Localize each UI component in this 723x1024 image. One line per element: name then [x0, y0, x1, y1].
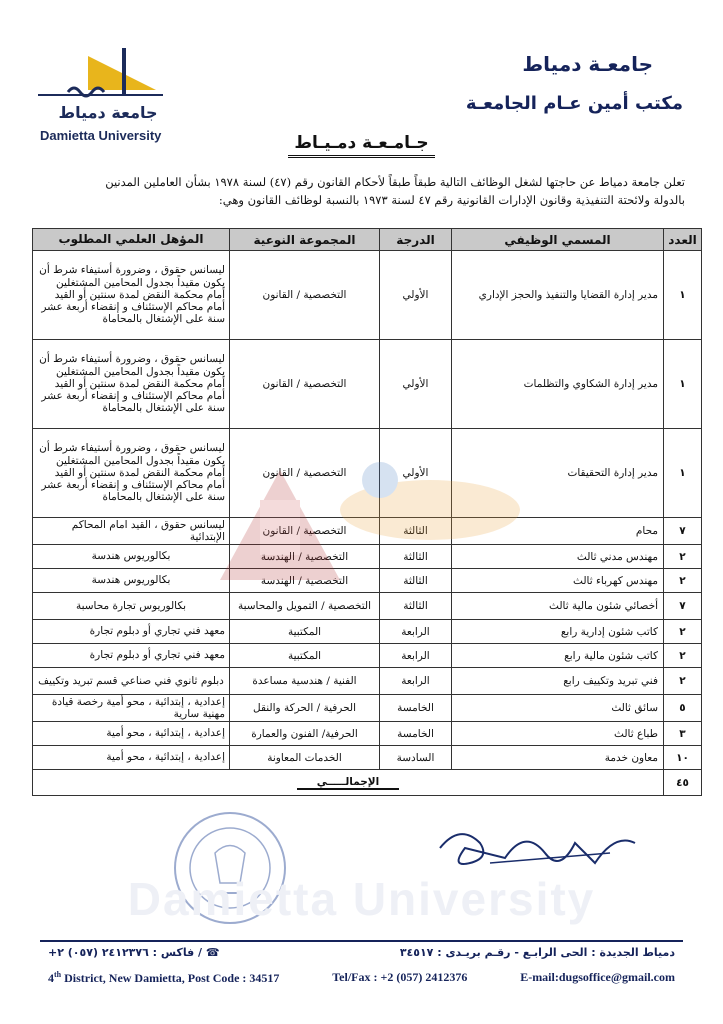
- row-count: ٢: [664, 620, 702, 644]
- table-row: [33, 340, 702, 429]
- table-row: [33, 545, 702, 569]
- row-grade: الثالثة: [380, 569, 452, 593]
- row-group: الخدمات المعاونة: [230, 746, 380, 770]
- logo-caption: Damietta University: [40, 128, 162, 143]
- row-job-title: محام: [452, 518, 664, 545]
- row-group: التخصصية / القانون: [230, 340, 380, 429]
- row-group: التخصصية / الهندسة: [230, 545, 380, 569]
- footer-tel-en: Tel/Fax : +2 (057) 2412376: [332, 970, 468, 984]
- table-row: [33, 746, 702, 770]
- row-job-title: مدير إدارة القضايا والتنفيذ والحجز الإداري: [452, 251, 664, 340]
- footer-fax-ar: ☎ / فاكس : ٢٤١٢٣٧٦ (٠٥٧) ٢+: [48, 946, 220, 959]
- row-grade: الرابعة: [380, 620, 452, 644]
- row-grade: الثالثة: [380, 545, 452, 569]
- row-count: ١: [664, 251, 702, 340]
- row-qualification: بكالوريوس هندسة: [33, 569, 230, 593]
- total-label: الإجمالـــــي: [33, 770, 664, 796]
- row-count: ٥: [664, 695, 702, 722]
- row-grade: الأولي: [380, 340, 452, 429]
- row-group: التخصصية / القانون: [230, 518, 380, 545]
- row-job-title: طباع ثالث: [452, 722, 664, 746]
- row-qualification: إعدادية ، إبتدائية ، محو أمية: [33, 746, 230, 770]
- header-qualification: المؤهل العلمي المطلوب: [33, 229, 230, 251]
- row-group: المكتبية: [230, 620, 380, 644]
- office-name: مكتب أمين عـام الجامعـة: [465, 93, 683, 114]
- row-job-title: كاتب شئون مالية رابع: [452, 644, 664, 668]
- row-group: التخصصية / القانون: [230, 251, 380, 340]
- row-job-title: سائق ثالث: [452, 695, 664, 722]
- svg-text:جامعة دمياط: جامعة دمياط: [58, 103, 158, 122]
- university-name: جامعـة دمياط: [522, 52, 653, 76]
- footer-address-en: 4th District, New Damietta, Post Code : 34517: [48, 970, 280, 985]
- row-grade: الثالثة: [380, 593, 452, 620]
- intro-paragraph: [36, 173, 685, 209]
- row-job-title: كاتب شئون إدارية رابع: [452, 620, 664, 644]
- row-qualification: ليسانس حقوق ، وضرورة أستيفاء شرط أن يكون مقيداً بجدول المحامين المشتغلين أمام محكمة النقض لمدة سنتين أو القيد أمام محاكم الإستئناف و إنقضاء أربعة عشر سنة على الإشتغال بالمحاماة: [33, 429, 230, 518]
- row-count: ٣: [664, 722, 702, 746]
- footer-address-ar: دمياط الجديدة : الحى الرابـع - رقـم بريـدى : ٣٤٥١٧: [399, 946, 675, 959]
- header-group: المجموعة النوعية: [230, 229, 380, 251]
- table-row: [33, 695, 702, 722]
- total-count: ٤٥: [664, 770, 702, 796]
- row-qualification: بكالوريوس هندسة: [33, 545, 230, 569]
- row-qualification: معهد فني تجاري أو دبلوم تجارة: [33, 644, 230, 668]
- row-job-title: مهندس مدني ثالث: [452, 545, 664, 569]
- table-row: [33, 251, 702, 340]
- row-qualification: ليسانس حقوق ، وضرورة أستيفاء شرط أن يكون مقيداً بجدول المحامين المشتغلين أمام محكمة النقض لمدة سنتين أو القيد أمام محاكم الإستئناف و إنقضاء أربعة عشر سنة على الإشتغال بالمحاماة: [33, 340, 230, 429]
- row-count: ١: [664, 340, 702, 429]
- row-group: التخصصية / الهندسة: [230, 569, 380, 593]
- row-job-title: فني تبريد وتكييف رابع: [452, 668, 664, 695]
- row-qualification: إعدادية ، إبتدائية ، محو أمية رخصة قيادة مهنية سارية: [33, 695, 230, 722]
- row-qualification: إعدادية ، إبتدائية ، محو أمية: [33, 722, 230, 746]
- row-group: المكتبية: [230, 644, 380, 668]
- jobs-table: [32, 228, 702, 796]
- footer-contact-en: [48, 970, 675, 986]
- row-grade: الرابعة: [380, 644, 452, 668]
- footer-watermark: Damietta University: [127, 873, 596, 925]
- row-count: ١٠: [664, 746, 702, 770]
- footer-divider: [40, 940, 683, 942]
- row-grade: الأولي: [380, 429, 452, 518]
- table-row: [33, 429, 702, 518]
- row-grade: الأولي: [380, 251, 452, 340]
- header-count: العدد: [664, 229, 702, 251]
- header-grade: الدرجة: [380, 229, 452, 251]
- row-job-title: مدير إدارة الشكاوي والتظلمات: [452, 340, 664, 429]
- row-job-title: معاون خدمة: [452, 746, 664, 770]
- row-grade: الخامسة: [380, 695, 452, 722]
- table-row: [33, 593, 702, 620]
- intro-line-2: بالدولة ولائحتة التنفيذية وقانون الإدارات القانونية رقم ٤٧ لسنة ١٩٧٣ بالنسبة لوظائف القانون وهي:: [218, 193, 685, 207]
- table-row: [33, 644, 702, 668]
- row-qualification: دبلوم ثانوي فني صناعي قسم تبريد وتكييف: [33, 668, 230, 695]
- header-job-title: المسمي الوظيفي: [452, 229, 664, 251]
- row-qualification: بكالوريوس تجارة محاسبة: [33, 593, 230, 620]
- row-grade: الخامسة: [380, 722, 452, 746]
- row-group: التخصصية / التمويل والمحاسبة: [230, 593, 380, 620]
- row-count: ١: [664, 429, 702, 518]
- row-job-title: مدير إدارة التحقيقات: [452, 429, 664, 518]
- row-count: ٢: [664, 668, 702, 695]
- row-job-title: مهندس كهرباء ثالث: [452, 569, 664, 593]
- table-row: [33, 668, 702, 695]
- row-count: ٢: [664, 545, 702, 569]
- signature-icon: [430, 808, 650, 878]
- row-count: ٧: [664, 593, 702, 620]
- table-row: [33, 620, 702, 644]
- row-qualification: ليسانس حقوق ، وضرورة أستيفاء شرط أن يكون مقيداً بجدول المحامين المشتغلين أمام محكمة النقض لمدة سنتين أو القيد أمام محاكم الإستئناف و إنقضاء أربعة عشر سنة على الإشتغال بالمحاماة: [33, 251, 230, 340]
- row-count: ٢: [664, 569, 702, 593]
- footer-email-en[interactable]: E-mail:dugsoffice@gmail.com: [520, 970, 675, 984]
- table-row: [33, 518, 702, 545]
- row-grade: الثالثة: [380, 518, 452, 545]
- table-header-row: [33, 229, 702, 251]
- row-qualification: ليسانس حقوق ، القيد امام المحاكم الإبتدائية: [33, 518, 230, 545]
- row-job-title: أخصائي شئون مالية ثالث: [452, 593, 664, 620]
- row-qualification: معهد فني تجاري أو دبلوم تجارة: [33, 620, 230, 644]
- row-group: الحرفية/ الفنون والعمارة: [230, 722, 380, 746]
- row-group: الحرفية / الحركة والنقل: [230, 695, 380, 722]
- row-grade: الرابعة: [380, 668, 452, 695]
- table-total-row: [33, 770, 702, 796]
- table-row: [33, 569, 702, 593]
- row-group: التخصصية / القانون: [230, 429, 380, 518]
- intro-line-1: تعلن جامعة دمياط عن حاجتها لشغل الوظائف التالية طبقاً طبقاً لأحكام القانون رقم (٤٧) لسنة ١٩٧٨ بشأن العاملين المدنين: [105, 175, 685, 189]
- table-row: [33, 722, 702, 746]
- row-grade: السادسة: [380, 746, 452, 770]
- document-title: جـامـعـة دمـيـاط: [0, 133, 723, 158]
- row-count: ٧: [664, 518, 702, 545]
- row-count: ٢: [664, 644, 702, 668]
- row-group: الفنية / هندسية مساعدة: [230, 668, 380, 695]
